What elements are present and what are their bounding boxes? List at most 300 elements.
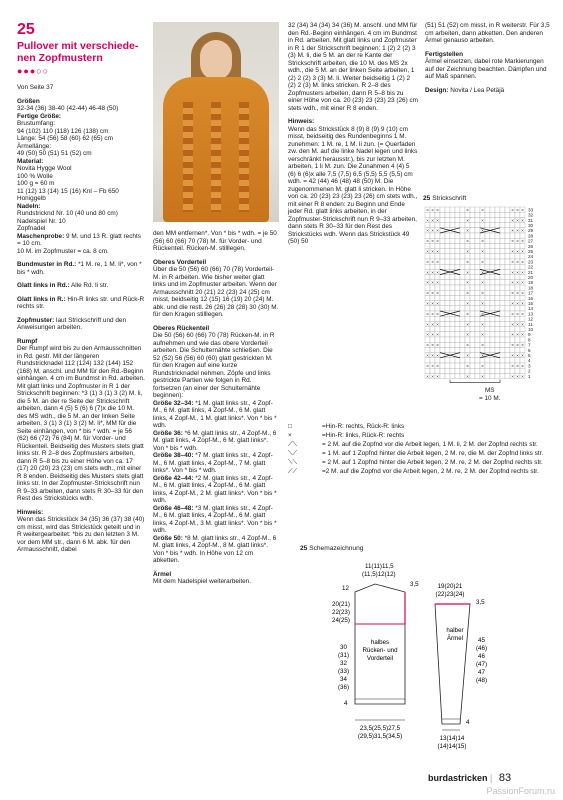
size-text: *3 M. glatt links str., 4 Zopf-M., 6 M. glatt links, 4 Zopf-M., 6 M. glatt links, 4 Zopf-M., 3 M. glatt links*. Von * bis * wdh.: [153, 504, 277, 534]
chart-cell: [505, 238, 510, 243]
chart-cell: [455, 306, 460, 311]
chart-cell: [500, 321, 505, 326]
purl-mark: ×: [466, 280, 469, 286]
row-number: 1: [528, 373, 531, 379]
chart-cell: [435, 275, 440, 280]
chart-cell: [485, 280, 490, 285]
purl-mark: ×: [521, 342, 524, 348]
chart-cell: [520, 264, 525, 269]
purl-mark: ×: [511, 311, 514, 317]
chart-cell: [455, 207, 460, 212]
legend-row: [288, 432, 548, 440]
purl-mark: ×: [431, 373, 434, 379]
chart-cell: [515, 254, 520, 259]
chart-cell: [445, 249, 450, 254]
upper-front-text: Über die 50 (56) 60 (66) 70 (78) Vorderteil-M. in R arbeiten. Wie bisher weiter glatt links und im Zopfmuster arbeiten. Wenn der Armausschnitt 20 (21) 22 (23) 24 (25) cm misst, beidseitig 12 (15) 16 (19) 20 (24) M. abk. und die restl. 26 (26) 28 (28) 30 (30) M. für den Kragen stilllegen.: [153, 266, 279, 318]
chart-cell: [500, 353, 505, 358]
chart-cell: [495, 327, 500, 332]
chart-cell: [475, 264, 480, 269]
purl-mark: ×: [466, 342, 469, 348]
chart-cell: [470, 269, 475, 274]
schematic-drawing: [300, 545, 540, 764]
chart-cell: [500, 228, 505, 233]
purl-mark: ×: [466, 373, 469, 379]
chart-cell: [505, 368, 510, 373]
shoulder-drop-label: 3,5: [410, 581, 419, 588]
chart-cell: [450, 373, 455, 378]
chart-cell: [460, 217, 465, 222]
chart-cell: [465, 254, 470, 259]
purl-mark: ×: [431, 290, 434, 296]
chart-cell: [435, 264, 440, 269]
row-number: 11: [528, 321, 533, 327]
purl-mark: ×: [516, 373, 519, 379]
chart-cell: [450, 363, 455, 368]
chart-cell: [485, 342, 490, 347]
chart-cell: [460, 269, 465, 274]
material-line: 100 % Wolle: [17, 172, 53, 180]
chart-cell: [480, 285, 485, 290]
size-heading: Größe 32–34:: [153, 399, 194, 407]
ms-value: = 10 M.: [479, 395, 501, 402]
purl-mark: ×: [511, 280, 514, 286]
chart-cell: [440, 243, 445, 248]
row-number: 27: [528, 238, 534, 244]
chart-cell: [485, 259, 490, 264]
body-text: Der Rumpf wird bis zu den Armausschnitten in Rd. gestr. Mit der längeren Rundstricknadel 112 (124) 132 (144) 152 (168) M. anschl. und MM für den Rd.-Beginn einhängen. 4 cm im Bundmst in Rd. arbeiten. Mit glatt links und Zopfmuster in R 1 der Strickschrift beginnen: *3 (1) 3 (1) 3 (2) M. li, die 5 M. an der re Seite der Strickschrift arbeiten, dann 4 (5) 5 (6) 6 (7)x die 10 M. des MS wdh., die 5 M. an der linken Seite arbeiten, 3 (1) 3 (1) 3 (2) M. li*, MM für die Seite einhängen, von * bis * wdh. = je 56 (62) 66 (72) 76 (84) M. für Vorder- und Rückenteil. Beidseitig des Musters stets glatt links str. R 2–8 des Zopfmusters arbeiten, dann R 5–8 bis zu einer Höhe von ca. 17 (17) 20 (20) 23 (23) cm stets wdh., mit einer R 8 enden. Beidseitig des Musters stets glatt links str. In der Zopfmuster-Strickschrift nun R 9–33 arbeiten, dann stets R 30–33 für den Rest des Strickstücks wdh.: [17, 345, 145, 502]
chart-cell: [440, 212, 445, 217]
chart-cell: [425, 233, 430, 238]
column-2: [153, 230, 279, 592]
chart-cell: [490, 275, 495, 280]
purl-mark: ×: [511, 353, 514, 358]
chart-cell: [425, 254, 430, 259]
chart-cell: [475, 238, 480, 243]
size-text: *8 M. glatt links str., 4 Zopf-M., 6 M. glatt links, 4 Zopf-M., 8 M. glatt links*. Von * bis * wdh. In Höhe von 12 cm abketten.: [153, 534, 277, 564]
chart-cell: [465, 368, 470, 373]
chart-cell: [455, 254, 460, 259]
chart-cell: [475, 332, 480, 337]
chart-cell: [490, 368, 495, 373]
chart-cell: [430, 233, 435, 238]
body-piece-label: halbes: [370, 639, 390, 646]
material-line: 11 (12) 13 (14) 15 (16) Knl – Fb 650: [17, 187, 119, 195]
chart-cell: [505, 327, 510, 332]
finished-size-heading: Fertige Größe:: [17, 112, 62, 120]
chart-cell: [465, 275, 470, 280]
purl-mark: ×: [516, 301, 519, 306]
chart-cell: [515, 264, 520, 269]
chart-cell: [425, 327, 430, 332]
purl-mark: ×: [521, 353, 524, 358]
chart-cell: [445, 280, 450, 285]
chart-cell: [440, 238, 445, 243]
chart-cell: [495, 342, 500, 347]
chart-cell: [495, 316, 500, 321]
chart-cell: [455, 301, 460, 306]
chart-cell: [440, 233, 445, 238]
chart-cell: [460, 316, 465, 321]
chart-cell: [495, 217, 500, 222]
purl-mark: ×: [436, 249, 439, 254]
chart-cell: [500, 311, 505, 316]
chart-cell: [475, 254, 480, 259]
chart-cell: [430, 306, 435, 311]
chart-cell: [460, 223, 465, 228]
chart-cell: [450, 358, 455, 363]
chart-cell: [490, 301, 495, 306]
column-1: [17, 22, 145, 560]
size-entry: [153, 452, 279, 475]
chart-cell: [495, 347, 500, 352]
legend-row: [288, 450, 548, 458]
chart-cell: [490, 342, 495, 347]
chart-cell: [445, 233, 450, 238]
chart-cell: [430, 285, 435, 290]
chart-cell: [485, 295, 490, 300]
chart-cell: [495, 207, 500, 212]
body-width-label: 23,5(25,5)27,5: [359, 725, 401, 732]
chart-cell: [485, 332, 490, 337]
purl-mark: ×: [521, 311, 524, 317]
left-dim-label: 12: [342, 585, 349, 592]
chart-cell: [505, 207, 510, 212]
row-number: 4: [528, 358, 531, 364]
chart-cell: [450, 223, 455, 228]
chart-cell: [450, 212, 455, 217]
legend-row: [288, 423, 548, 431]
chart-cell: [455, 243, 460, 248]
chart-cell: [450, 285, 455, 290]
purl-mark: ×: [511, 259, 514, 265]
chart-cell: [430, 358, 435, 363]
chart-cell: [450, 259, 455, 264]
chart-cell: [455, 285, 460, 290]
chart-cell: [500, 212, 505, 217]
purl-mark: ×: [436, 301, 439, 306]
chart-cell: [495, 373, 500, 378]
chart-cell: [495, 243, 500, 248]
sleeve-cast-on-text: 32 (34) 34 (34) 34 (36) M. anschl. und MM für den Rd.-Beginn einhängen. 4 cm im Bundmst in Rd. arbeiten. Mit glatt links und Zopfmuster in R 1 der Strickschrift beginnen: 1 (2) 2 (2) 3 (3) M. li, die 5 M. an der re Kante der Strickschrift arbeiten, die 10 M. des MS 2x wdh., die 5 M. an der linken Seite arbeiten, 1 (2) 2 (2) 3 (3) M. li. Weiter beidseitig 1 (2) 2 (2) 2 (3) M. links stricken. R 2–8 des Zopfmusters arbeiten, dann R 5–8 bis zu einer Höhe von ca. 20 (23) 23 (23) 23 (26) cm stets wdh., mit einer R 8 enden.: [288, 22, 419, 112]
chart-cell: [490, 358, 495, 363]
purl-mark: ×: [436, 259, 439, 265]
row-number: 19: [528, 280, 534, 286]
chart-cell: [470, 249, 475, 254]
purl-mark: ×: [466, 363, 469, 369]
chart-cell: [450, 337, 455, 342]
chart-cell: [470, 254, 475, 259]
sleeve-length-label: (48): [476, 677, 488, 684]
chart-cell: [455, 368, 460, 373]
chart-cell: [515, 285, 520, 290]
needle-line: Rundstricknd Nr. 10 (40 und 80 cm): [17, 210, 118, 217]
chart-cell: [460, 368, 465, 373]
chart-cell: [485, 233, 490, 238]
chart-cell: [445, 285, 450, 290]
chart-cell: [445, 254, 450, 259]
chart-cell: [470, 259, 475, 264]
chart-cell: [445, 373, 450, 378]
chart-cell: [470, 285, 475, 290]
purl-mark: ×: [516, 321, 519, 327]
chart-cell: [445, 217, 450, 222]
purl-mark: ×: [431, 259, 434, 265]
chart-cell: [440, 373, 445, 378]
chart-cell: [490, 212, 495, 217]
chart-cell: [460, 264, 465, 269]
chart-cell: [445, 332, 450, 337]
chart-cell: [460, 280, 465, 285]
design-credit: Novita / Lea Petäjä: [448, 86, 505, 94]
chart-cell: [465, 295, 470, 300]
chart-cell: [450, 321, 455, 326]
size-heading: Größe 38–40:: [153, 452, 194, 459]
sleeve-piece-label: halber: [446, 627, 464, 634]
upper-front-heading: Oberes Vorderteil: [153, 258, 207, 266]
chart-cell: [455, 212, 460, 217]
chart-cell: [500, 243, 505, 248]
chart-cell: [470, 228, 475, 233]
chart-cell: [495, 301, 500, 306]
bust-label: Brustumfang:: [17, 120, 56, 127]
purl-mark: ×: [521, 269, 524, 275]
purl-mark: ×: [516, 280, 519, 286]
purl-mark: ×: [466, 259, 469, 265]
chart-cell: [495, 285, 500, 290]
note-text: Wenn das Strickstück 34 (35) 36 (37) 38 (40) cm misst, wird das Strickstück geteilt und in R weitergearbeitet: *bis zu den letzten 3 M. vor dem MM str., dann 6 M. abk. für den Armausschnitt, dabei: [17, 516, 145, 553]
chart-cell: [495, 223, 500, 228]
purl-mark: ×: [481, 321, 484, 327]
chart-cell: [450, 306, 455, 311]
chart-cell: [500, 316, 505, 321]
chart-cell: [510, 358, 515, 363]
chart-cell: [520, 337, 525, 342]
size-text: *2 M. glatt links str., 4 Zopf-M., 6 M. glatt links, 4 Zopf-M., 6 M. glatt links, 4 Zopf-M., 2 M. glatt links*. Von * bis * wdh.: [153, 474, 277, 504]
chart-cell: [475, 280, 480, 285]
purl-mark: ×: [481, 269, 484, 275]
chart-cell: [455, 259, 460, 264]
chart-cell: [450, 327, 455, 332]
chart-cell: [490, 238, 495, 243]
chart-cell: [500, 269, 505, 274]
chart-cell: [490, 223, 495, 228]
purl-mark: ×: [511, 269, 514, 275]
chart-cell: [435, 358, 440, 363]
row-number: 24: [528, 254, 534, 260]
chart-cell: [445, 243, 450, 248]
chart-cell: [430, 275, 435, 280]
chart-cell: [455, 363, 460, 368]
chart-cell: [485, 290, 490, 295]
row-number: 14: [528, 306, 534, 312]
split-continued-text: den MM entfernen*. Von * bis * wdh. = je 50 (56) 60 (66) 70 (78) M. für Vorder- und Rückenteil. Rücken-M. stilllegen.: [153, 230, 277, 252]
chart-cell: [485, 373, 490, 378]
chart-cell: [500, 368, 505, 373]
chart-cell: [440, 275, 445, 280]
note-2-heading: Hinweis:: [288, 118, 315, 125]
chart-grid: [423, 205, 553, 405]
chart-cell: [475, 368, 480, 373]
purl-mark: ×: [431, 363, 434, 369]
chart-cell: [465, 233, 470, 238]
purl-mark: ×: [431, 249, 434, 254]
chart-cell: [515, 233, 520, 238]
chart-cell: [425, 285, 430, 290]
row-number: 7: [528, 342, 531, 348]
chart-cell: [500, 264, 505, 269]
chart-cell: [485, 207, 490, 212]
chart-cell: [495, 295, 500, 300]
purl-mark: ×: [431, 228, 434, 234]
chart-cell: [425, 243, 430, 248]
row-number: 15: [528, 301, 534, 306]
chart-cell: [430, 254, 435, 259]
purl-mark: ×: [426, 228, 429, 234]
chart-cell: [505, 342, 510, 347]
chart-cell: [510, 316, 515, 321]
purl-mark: ×: [521, 332, 524, 338]
chart-cell: [505, 228, 510, 233]
chart-cell: [440, 259, 445, 264]
chart-cell: [440, 223, 445, 228]
chart-cell: [480, 347, 485, 352]
purl-mark: ×: [481, 280, 484, 286]
size-text: *6 M. glatt links str., 4 Zopf-M., 6 M. glatt links, 4 Zopf-M., 6 M. glatt links*. Von * bis * wdh.: [153, 429, 277, 452]
purl-mark: ×: [431, 207, 434, 213]
sleeve-rib-label: 4: [466, 719, 470, 726]
chart-cell: [480, 337, 485, 342]
purl-mark: ×: [521, 321, 524, 327]
schematic-title: Schemazeichnung: [309, 545, 364, 552]
chart-cell: [505, 223, 510, 228]
purl-mark: ×: [521, 228, 524, 234]
purl-mark: ×: [481, 301, 484, 306]
chart-cell: [465, 212, 470, 217]
chart-cell: [485, 306, 490, 311]
chart-cell: [520, 347, 525, 352]
chart-cell: [500, 254, 505, 259]
chart-cell: [490, 243, 495, 248]
upper-back-text: Die 50 (56) 60 (66) 70 (78) Rücken-M. in R aufnehmen und wie das obere Vorderteil arbeiten. Die Schulternähte schließen. Die 52 (52) 56 (56) 60 (60) glatt gestrickten M. für den Kragen auf eine kurze Rundstricknadel nehmen. Zöpfe und links gestrickte Partien wie folgen in Rd. fortsetzen (an einer der Schulternähte beginnen):: [153, 332, 275, 399]
purl-mark: ×: [466, 249, 469, 254]
chart-cell: [440, 207, 445, 212]
chart-cell: [470, 332, 475, 337]
chart-cell: [480, 275, 485, 280]
chart-cell: [520, 243, 525, 248]
chart-cell: [510, 233, 515, 238]
chart-cell: [480, 233, 485, 238]
legend-text: = 2 M. auf die Zopfnd vor die Arbeit legen, 1 M. li, 2 M. der Zopfnd rechts str.: [322, 441, 538, 448]
row-number: 12: [528, 316, 534, 322]
rev-stocking-r-text: Hin-R links str. und Rück-R rechts str.: [17, 295, 145, 310]
chart-cell: [505, 290, 510, 295]
chart-cell: [490, 249, 495, 254]
chart-cell: [425, 337, 430, 342]
chart-cell: [510, 337, 515, 342]
chart-cell: [470, 321, 475, 326]
chart-cell: [495, 306, 500, 311]
chart-cell: [515, 368, 520, 373]
chart-cell: [505, 347, 510, 352]
chart-cell: [495, 337, 500, 342]
chart-cell: [445, 264, 450, 269]
chart-cell: [495, 332, 500, 337]
chart-cell: [430, 295, 435, 300]
chart-cell: [425, 316, 430, 321]
chart-cell: [470, 233, 475, 238]
chart-cell: [440, 264, 445, 269]
sizes-values: 32-34 (36) 38-40 (42-44) 46-48 (50): [17, 105, 119, 112]
chart-cell: [480, 243, 485, 248]
purl-mark: ×: [426, 353, 429, 358]
chart-cell: [440, 280, 445, 285]
chart-cell: [520, 285, 525, 290]
chart-cell: [520, 358, 525, 363]
chart-cell: [480, 316, 485, 321]
chart-cell: [430, 212, 435, 217]
chart-cell: [470, 327, 475, 332]
finishing-heading: Fertigstellen: [425, 50, 463, 58]
size-heading: Größe 50:: [153, 534, 183, 542]
chart-cell: [425, 295, 430, 300]
sleeve-length-label: 45: [478, 637, 485, 644]
purl-mark: ×: [511, 207, 514, 213]
purl-mark: ×: [436, 228, 439, 234]
chart-cell: [475, 233, 480, 238]
armhole-depth-label: 22(23): [332, 609, 350, 616]
chart-cell: [460, 306, 465, 311]
chart-cell: [500, 306, 505, 311]
chart-cell: [465, 285, 470, 290]
chart-cell: [460, 327, 465, 332]
rev-stocking-rd-text: Alle Rd. li str.: [69, 282, 109, 289]
chart-cell: [500, 301, 505, 306]
chart-cell: [485, 285, 490, 290]
bust-values: 94 (102) 110 (118) 126 (138) cm: [17, 127, 109, 135]
chart-cell: [515, 358, 520, 363]
chart-cell: [480, 264, 485, 269]
chart-cell: [470, 347, 475, 352]
chart-cell: [460, 353, 465, 358]
chart-cell: [475, 363, 480, 368]
chart-cell: [460, 373, 465, 378]
chart-cell: [505, 217, 510, 222]
ms-label: MS: [484, 387, 495, 394]
chart-cell: [510, 275, 515, 280]
chart-cell: [475, 373, 480, 378]
row-number: 16: [528, 295, 534, 301]
chart-cell: [505, 243, 510, 248]
difficulty-rating: ●●●○○: [17, 66, 50, 76]
chart-cell: [490, 290, 495, 295]
row-number: 28: [528, 233, 534, 239]
chart-cell: [505, 254, 510, 259]
chart-cell: [450, 238, 455, 243]
chart-cell: [470, 207, 475, 212]
chart-cell: [460, 290, 465, 295]
chart-cell: [485, 321, 490, 326]
chart-cell: [465, 337, 470, 342]
chart-cell: [490, 259, 495, 264]
chart-cell: [460, 259, 465, 264]
chart-cell: [450, 254, 455, 259]
chart-cell: [455, 337, 460, 342]
row-number: 5: [528, 353, 531, 358]
chart-cell: [505, 280, 510, 285]
chart-cell: [485, 358, 490, 363]
chart-cell: [475, 269, 480, 274]
purl-mark: ×: [426, 280, 429, 286]
